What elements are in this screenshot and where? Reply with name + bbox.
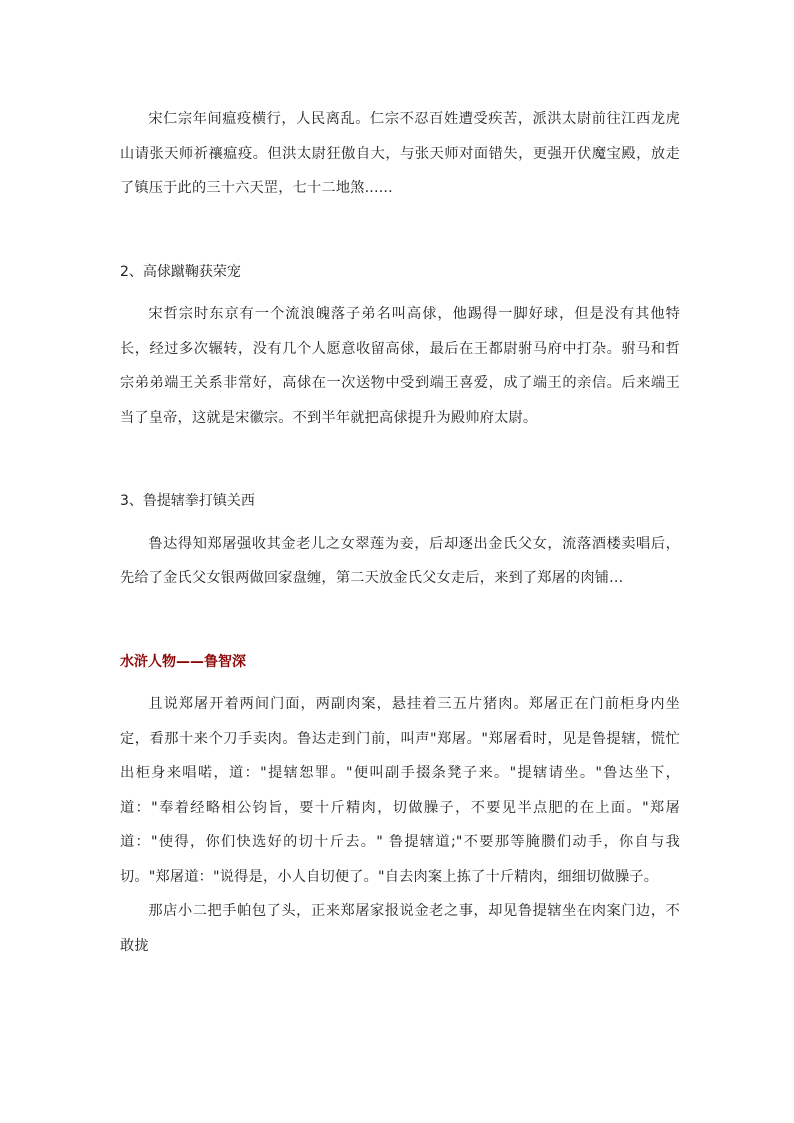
- spacer: [120, 519, 680, 527]
- section-heading-2: 2、高俅蹴鞠获荣宠: [120, 263, 241, 280]
- story-paragraph-2: 那店小二把手帕包了头，正来郑屠家报说金老之事，却见鲁提辖坐在肉案门边，不敢拢: [120, 903, 680, 954]
- story-paragraph-1: 且说郑屠开着两间门面，两副肉案，悬挂着三五片猪肉。郑屠正在门前柜身内坐定，看那十来个刀手卖肉。鲁达走到门前，叫声"郑屠。"郑屠看时，见是鲁提辖，慌忙出柜身来唱喏，道："提辖恕罪。"便叫副手掇条凳子来。"提辖请坐。"鲁达坐下，道："奉着经略相公钧旨，要十斤精肉，切做臊子，不要见半点肥的在上面。"郑屠道："使得，你们快选好的切十斤去。" 鲁提辖道;"不要那等腌臜们动手，你自与我切。"郑屠道："说得是，小人自切便了。"自去肉案上拣了十斤精肉，细细切做臊子。: [120, 696, 680, 885]
- character-heading: 水浒人物——鲁智深: [120, 653, 246, 670]
- spacer: [120, 679, 680, 687]
- spacer: [120, 289, 680, 297]
- section-paragraph-2: 宋哲宗时东京有一个流浪魄落子弟名叫高俅，他踢得一脚好球，但是没有其他特长，经过多次辗转，没有几个人愿意收留高俅，最后在王都尉驸马府中打杂。驸马和哲宗弟弟端王关系非常好，高俅在一次送物中受到端王喜爱，成了端王的亲信。后来端王当了皇帝，这就是宋徽宗。不到半年就把高俅提升为殿帅府太尉。: [120, 306, 680, 426]
- spacer: [120, 206, 680, 255]
- intro-paragraph: 宋仁宗年间瘟疫横行，人民离乱。仁宗不忍百姓遭受疾苦，派洪太尉前往江西龙虎山请张天师祈禳瘟疫。但洪太尉狂傲自大，与张天师对面错失，更强开伏魔宝殿，放走了镇压于此的三十六天罡，七十二地煞......: [120, 111, 680, 196]
- section-heading-3: 3、鲁提辖拳打镇关西: [120, 493, 255, 509]
- spacer: [120, 435, 680, 484]
- spacer: [120, 596, 680, 645]
- section-paragraph-3: 鲁达得知郑屠强收其金老儿之女翠莲为妾，后却逐出金氏父女，流落酒楼卖唱后，先给了金氏父女银两做回家盘缠，第二天放金氏父女走后，来到了郑屠的肉铺...: [120, 535, 680, 586]
- document-body: [120, 102, 680, 963]
